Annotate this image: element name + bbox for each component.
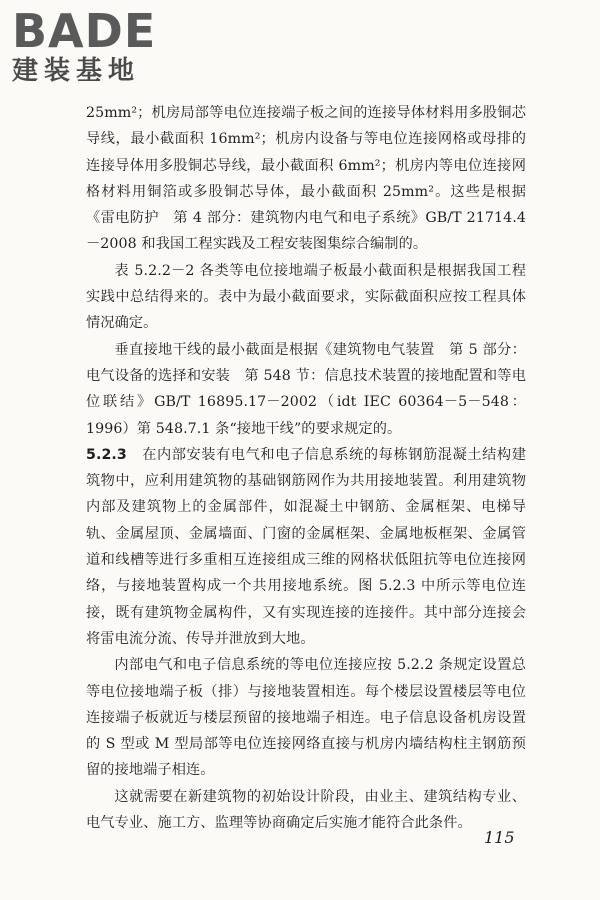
paragraph-3: 垂直接地干线的最小截面是根据《建筑物电气装置 第 5 部分：电气设备的选择和安装 第 548 节：信息技术装置的接地配置和等电位联结》GB/T 16895.17－2002（idt IEC 60364－5－548：1996）第 548.7.1 条“接地干线”的要求规定的。 — [86, 341, 526, 437]
paragraph-5: 内部电气和电子信息系统的等电位连接应按 5.2.2 条规定设置总等电位接地端子板（排）与接地装置相连。每个楼层设置楼层等电位连接端子板就近与楼层预留的接地端子相连。电子信息设备机房设置的 S 型或 M 型局部等电位连接网络直接与机房内墙结构柱主钢筋预留的接地端子相连。 — [86, 657, 526, 779]
page-number: 115 — [484, 828, 515, 847]
paragraph-6: 这就需要在新建筑物的初始设计阶段，由业主、建筑结构专业、电气专业、施工方、监理等协商确定后实施才能符合此条件。 — [86, 788, 526, 832]
section-number: 5.2.3 — [86, 446, 127, 463]
logo-subtitle: 建装基地 — [12, 56, 141, 86]
section-text: 在内部安装有电气和电子信息系统的每栋钢筋混凝土结构建筑物中，应利用建筑物的基础钢筋网作为共用接地装置。利用建筑物内部及建筑物上的金属部件，如混凝土中钢筋、金属框架、电梯导轨、金属屋顶、金属墙面、门窗的金属框架、金属地板框架、金属管道和线槽等进行多重相互连接组成三维的网格状低阻抗等电位连接网络，与接地装置构成一个共用接地系统。图 5.2.3 中所示等电位连接，既有建筑物金属构件，又有实现连接的连接件。其中部分连接会将雷电流分流、传导并泄放到大地。 — [86, 446, 526, 647]
logo-wordmark: BADE — [12, 4, 157, 58]
bade-logo — [12, 4, 182, 86]
paragraph-2: 表 5.2.2－2 各类等电位接地端子板最小截面积是根据我国工程实践中总结得来的。表中为最小截面要求，实际截面积应按工程具体情况确定。 — [86, 262, 526, 332]
paragraph-1: 25mm²；机房局部等电位连接端子板之间的连接导体材料用多股铜芯导线，最小截面积 16mm²；机房内设备与等电位连接网格或母排的连接导体用多股铜芯导线，最小截面积 6mm²；机房内等电位连接网格材料用铜箔或多股铜芯导体，最小截面积 25mm²。这些是根据《雷电防护 第 4 部分：建筑物内电气和电子系统》GB/T 21714.4－2008 和我国工程实践及工程安装图集综合编制的。 — [86, 105, 526, 253]
paragraph-section-5-2-3 — [86, 442, 526, 652]
document-body — [86, 100, 526, 836]
